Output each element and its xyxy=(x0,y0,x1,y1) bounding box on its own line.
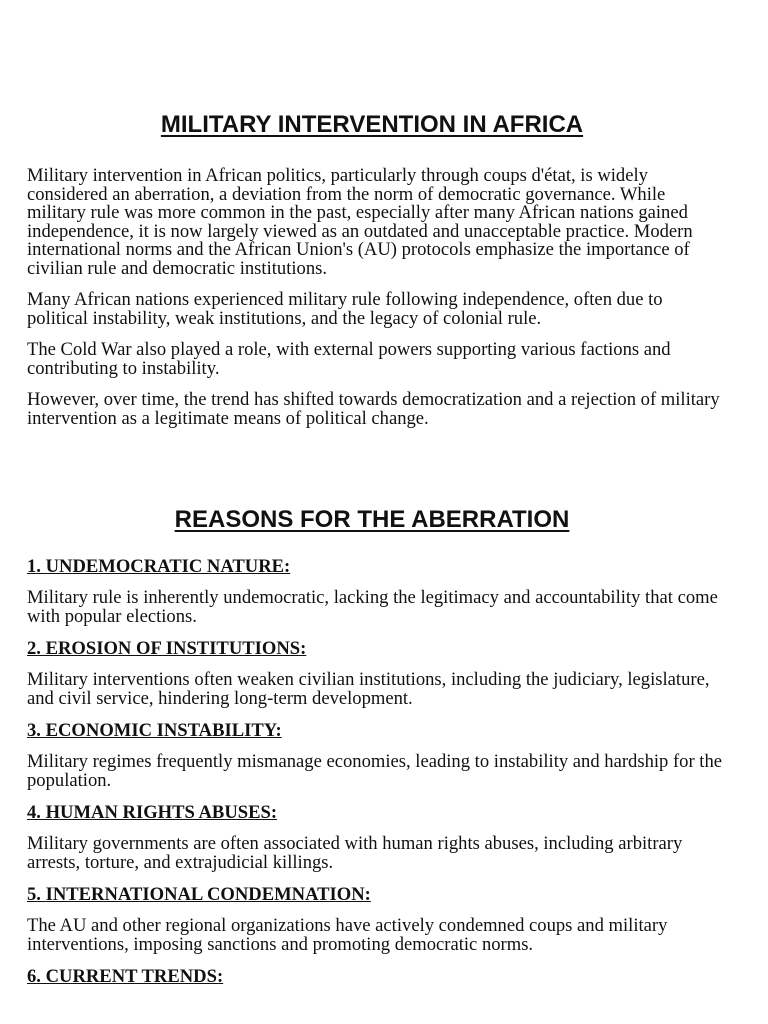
reason-item xyxy=(27,803,727,872)
reason-item xyxy=(27,639,727,708)
reason-body: Military interventions often weaken civilian institutions, including the judiciary, legislature, and civil service, hindering long-term development. xyxy=(27,669,710,709)
intro-section xyxy=(27,167,727,441)
reason-item xyxy=(27,721,727,790)
reason-heading: 4. HUMAN RIGHTS ABUSES: xyxy=(27,802,278,823)
reason-body: The AU and other regional organizations have actively condemned coups and military interventions, imposing sanctions and promoting democratic norms. xyxy=(27,915,668,955)
reason-item xyxy=(27,967,727,986)
reason-item xyxy=(27,557,727,626)
intro-paragraph: Military intervention in African politics, particularly through coups d'état, is widely considered an aberration, a deviation from the norm of democratic governance. While military rule was more common in the past, especially after many African nations gained independence, it is now largely viewed as an outdated and unacceptable practice. Modern international norms and the African Union's (AU) protocols emphasize the importance of civilian rule and democratic institutions. xyxy=(27,165,693,279)
reasons-list xyxy=(27,557,727,999)
reason-heading: 5. INTERNATIONAL CONDEMNATION: xyxy=(27,884,371,905)
intro-paragraph: The Cold War also played a role, with external powers supporting various factions and contributing to instability. xyxy=(27,339,671,379)
reason-body: Military rule is inherently undemocratic, lacking the legitimacy and accountability that come with popular elections. xyxy=(27,587,718,627)
reason-heading: 1. UNDEMOCRATIC NATURE: xyxy=(27,556,291,577)
reason-item xyxy=(27,885,727,954)
reason-heading: 2. EROSION OF INSTITUTIONS: xyxy=(27,638,307,659)
section-title-reasons: REASONS FOR THE ABERRATION xyxy=(174,506,570,533)
reason-heading: 6. CURRENT TRENDS: xyxy=(27,966,224,987)
intro-paragraph: However, over time, the trend has shifted towards democratization and a rejection of military intervention as a legitimate means of political change. xyxy=(27,389,720,429)
reason-body: Military regimes frequently mismanage economies, leading to instability and hardship for the population. xyxy=(27,751,723,791)
reason-heading: 3. ECONOMIC INSTABILITY: xyxy=(27,720,282,741)
intro-paragraph: Many African nations experienced military rule following independence, often due to political instability, weak institutions, and the legacy of colonial rule. xyxy=(27,289,663,329)
page-title: MILITARY INTERVENTION IN AFRICA xyxy=(160,111,584,138)
reason-body: Military governments are often associated with human rights abuses, including arbitrary arrests, torture, and extrajudicial killings. xyxy=(27,833,683,873)
